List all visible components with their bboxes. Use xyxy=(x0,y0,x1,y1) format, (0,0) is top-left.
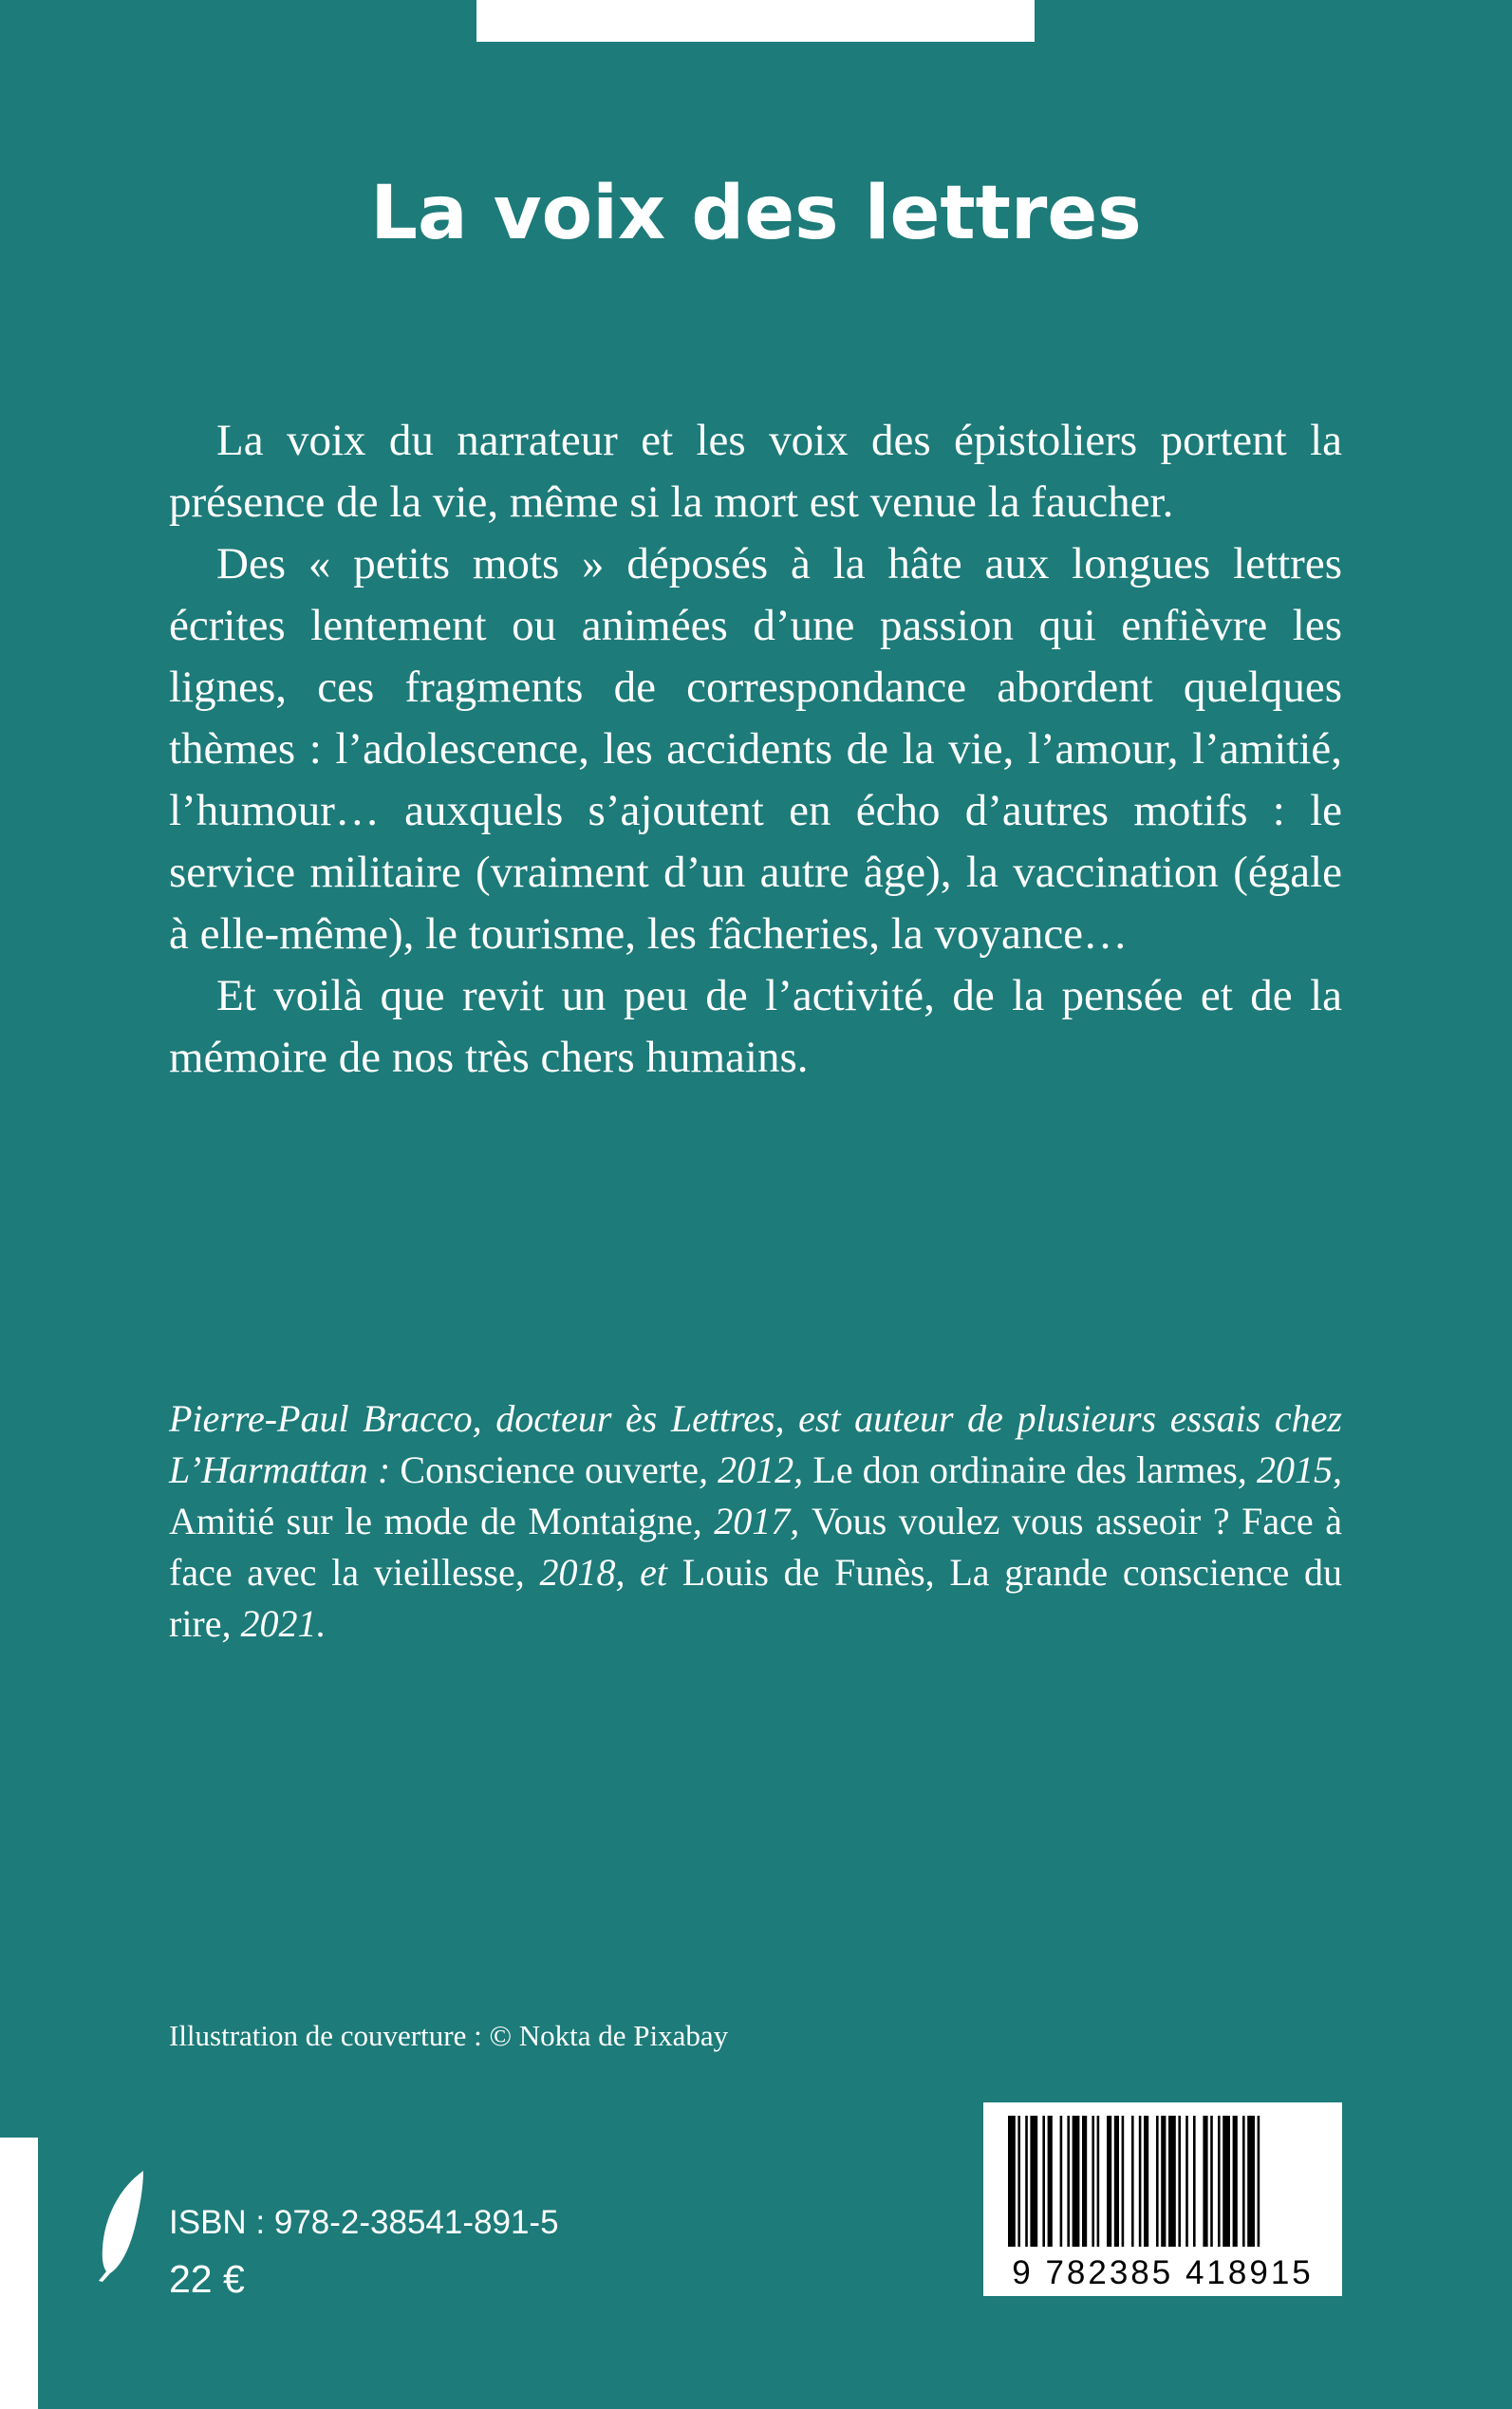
barcode-bar xyxy=(1139,2116,1142,2247)
blurb-paragraph-2: Des « petits mots » déposés à la hâte aux longues lettres écrites lentement ou animées d’une passion qui enfièvre les lignes, ces fragments de correspondance abordent quelques thèmes : l’adolescence, les accidents de la vie, l’amour, l’amitié, l’humour… auxquels s’ajoutent en écho d’autres motifs : le service militaire (vraiment d’un autre âge), la vaccination (égale à elle-même), le tourisme, les fâcheries, la voyance… xyxy=(169,539,1342,959)
barcode-bar xyxy=(1067,2116,1070,2247)
barcode-bar xyxy=(1048,2116,1053,2247)
barcode-bar xyxy=(1233,2116,1238,2247)
blurb-paragraph-3: Et voilà que revit un peu de l’activité, de la pensée et de la mémoire de nos très chers humains. xyxy=(169,971,1342,1082)
barcode-bar xyxy=(1258,2116,1260,2247)
barcode-bar xyxy=(1210,2116,1213,2247)
blurb-paragraph-1: La voix du narrateur et les voix des épistoliers portent la présence de la vie, même si la mort est venue la faucher. xyxy=(169,416,1342,527)
barcode-bar xyxy=(1025,2116,1028,2247)
isbn-text: ISBN : 978-2-38541-891-5 xyxy=(169,2204,559,2241)
barcode-bar xyxy=(1042,2116,1045,2247)
blurb xyxy=(169,410,1342,1089)
barcode-bar xyxy=(1030,2116,1037,2247)
barcode-bar xyxy=(1247,2116,1255,2247)
barcode-bar xyxy=(1097,2116,1100,2247)
barcode-bar xyxy=(1223,2116,1230,2247)
barcode-bar xyxy=(1203,2116,1207,2247)
barcode-digits: 9 782385 418915 xyxy=(1012,2254,1314,2291)
barcode-bar xyxy=(1218,2116,1221,2247)
barcode-bar xyxy=(1073,2116,1080,2247)
barcode-bar xyxy=(1161,2116,1166,2247)
barcode-bar xyxy=(1107,2116,1111,2247)
barcode-bar xyxy=(1082,2116,1087,2247)
barcode-bar xyxy=(1008,2116,1016,2247)
barcode-bar xyxy=(1092,2116,1094,2247)
author-bio xyxy=(169,1393,1342,1650)
barcode-bar xyxy=(1060,2116,1063,2247)
barcode xyxy=(983,2102,1342,2296)
barcode-bar xyxy=(1114,2116,1119,2247)
feather-logo-icon xyxy=(91,2169,152,2283)
barcode-bar xyxy=(1193,2116,1196,2247)
barcode-bar xyxy=(1144,2116,1148,2247)
author-bio-text: Pierre-Paul Bracco, docteur ès Lettres, est auteur de plusieurs essais chez L’Harmattan : Conscience ouverte, 2012, Le don ordinaire des larmes, 2015, Amitié sur le mode de Montaigne, 2017, Vous voulez vous asseoir ? Face à face avec la vieillesse, 2018, et Louis de Funès, La grande conscience du rire, 2021. xyxy=(169,1397,1343,1645)
barcode-bar xyxy=(1156,2116,1159,2247)
barcode-bar xyxy=(1131,2116,1134,2247)
book-title: La voix des lettres xyxy=(370,171,1142,256)
barcode-bar xyxy=(1168,2116,1176,2247)
price-text: 22 € xyxy=(169,2257,245,2301)
cover-credit: Illustration de couverture : © Nokta de Pixabay xyxy=(169,2019,729,2052)
barcode-bar xyxy=(1242,2116,1245,2247)
top-tab-strip xyxy=(476,0,1035,42)
barcode-bar xyxy=(1178,2116,1181,2247)
left-edge-strip xyxy=(0,2138,38,2409)
barcode-bar xyxy=(1185,2116,1188,2247)
barcode-bar xyxy=(1122,2116,1125,2247)
barcode-bar xyxy=(1017,2116,1020,2247)
